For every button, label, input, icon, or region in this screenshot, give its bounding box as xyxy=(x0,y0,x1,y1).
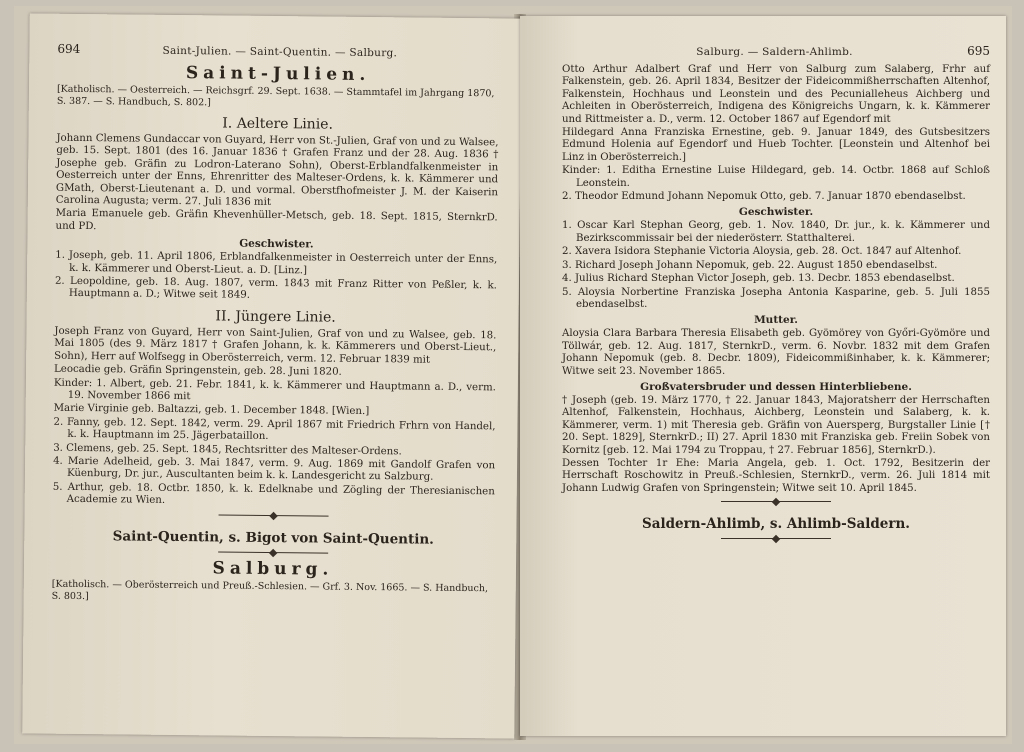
section-divider xyxy=(721,501,831,502)
right-page-content xyxy=(562,44,990,545)
younger-line-child: 3. Clemens, geb. 25. Sept. 1845, Rechtsritter des Malteser-Ordens. xyxy=(53,442,402,457)
left-running-head xyxy=(57,42,499,61)
salburg-reference: [Katholisch. — Oberösterreich und Preuß.-Schlesien. — Grf. 3. Nov. 1665. — S. Handbuch, S. 803.] xyxy=(51,578,489,602)
section-divider xyxy=(721,538,831,539)
left-page-content xyxy=(52,42,500,611)
salburg-child: 2. Theodor Edmund Johann Nepomuk Otto, geb. 7. Januar 1870 ebendaselbst. xyxy=(562,191,966,203)
younger-line-head: Joseph Franz von Guyard, Herr von Saint-Julien, Graf von und zu Walsee, geb. 18. Mai 1805 (des 9. März 1817 † Grafen Johann, k. k. Kämmerers und Oberst-Lieut., Sohn), Herr auf Wolfsegg in Oberösterreich, verm. 12. Februar 1839 mit xyxy=(54,325,497,366)
younger-line-child: 5. Arthur, geb. 18. Octbr. 1850, k. k. Edelknabe und Zögling der Theresianischen Academie zu Wien. xyxy=(52,481,495,507)
left-running-title: Saint-Julien. — Saint-Quentin. — Salburg. xyxy=(162,44,398,60)
left-page xyxy=(22,13,522,738)
saldern-ahlimb-cross-reference: Saldern-Ahlimb, s. Ahlimb-Saldern. xyxy=(641,516,910,533)
right-page xyxy=(520,16,1006,736)
elder-line-spouse: Maria Emanuele geb. Gräfin Khevenhüller-Metsch, geb. 18. Sept. 1815, SternkrD. und PD. xyxy=(55,208,498,232)
mother-heading: Mutter. xyxy=(754,314,798,327)
younger-line-heading: II. Jüngere Linie. xyxy=(215,308,336,326)
younger-line-child: 2. Fanny, geb. 12. Sept. 1842, verm. 29. April 1867 mit Friedrich Frhrn von Handel, k. k. Hauptmann im 25. Jägerbataillon. xyxy=(53,416,496,443)
great-uncle-heading: Großvatersbruder und dessen Hinterbliebene. xyxy=(640,380,912,393)
right-page-number: 695 xyxy=(967,44,990,58)
salburg-child: Kinder: 1. Editha Ernestine Luise Hildegard, geb. 14. Octbr. 1868 auf Schloß Leonstein. xyxy=(562,165,990,189)
younger-line-child: Kinder: 1. Albert, geb. 21. Febr. 1841, k. k. Kämmerer und Hauptmann a. D., verm. 19. November 1866 mit xyxy=(53,377,496,403)
elder-line-heading: I. Aeltere Linie. xyxy=(222,115,334,133)
salburg-sibling: 2. Xavera Isidora Stephanie Victoria Aloysia, geb. 28. Oct. 1847 auf Altenhof. xyxy=(562,246,962,258)
book-spread xyxy=(14,6,1012,744)
left-page-number: 694 xyxy=(57,41,81,56)
salburg-siblings-heading: Geschwister. xyxy=(738,206,814,219)
elder-line-head: Johann Clemens Gundaccar von Guyard, Herr von St.-Julien, Graf von und zu Walsee, geb. 15. Sept. 1801 (des 16. Januar 1836 † Grafen Franz und der 28. Aug. 1836 † Josephe geb. Gräfin zu Lodron-Laterano Sohn), Oberst-Erblandfalkenmeister in Oesterreich unter der Enns, Ehrenritter des Malteser-Ordens, k. k. Kämmerer und GMath, Oberst-Lieutenant a. D. und vormal. Oberstfhofmeister J. M. der Kaiserin Carolina Augusta; verm. 27. Juli 1836 mit xyxy=(55,132,499,209)
great-uncle-entry: † Joseph (geb. 19. März 1770, † 22. Januar 1843, Majoratsherr der Herrschaften Altenhof, Falkenstein, Hochhaus, Aichberg, Leonstein und Salaberg, k. k. Kämmerer, verm. 1) mit Theresia geb. Gräfin von Auersperg, Burgstaller Linie [† 20. Sept. 1829], SternkrD.; II) 27. April 1830 mit Franziska geb. Freiin Sobek von Kornitz [geb. 12. Mai 1794 zu Troppau, † 27. Februar 1856], SternkrD.). xyxy=(562,394,990,456)
saint-julien-reference: [Katholisch. — Oesterreich. — Reichsgrf. 29. Sept. 1638. — Stammtafel im Jahrgang 1870, S. 387. — S. Handbuch, S. 802.] xyxy=(56,83,495,109)
section-divider xyxy=(218,551,328,553)
great-uncle-daughter-entry: Dessen Tochter 1r Ehe: Maria Angela, geb. 1. Oct. 1792, Besitzerin der Herrschaft Roschowitz in Preuß.-Schlesien, SternkrD., verm. 26. Juli 1814 mit Johann Ludwig Grafen von Springenstein; Witwe seit 10. April 1845. xyxy=(562,457,990,494)
salburg-spouse-entry: Hildegard Anna Franziska Ernestine, geb. 9. Januar 1849, des Gutsbesitzers Edmund Holenia auf Egendorf und Hueb Tochter. [Leonstein und Altenhof bei Linz in Oberösterreich.] xyxy=(562,127,990,163)
right-running-head xyxy=(562,44,990,58)
salburg-sibling: 1. Oscar Karl Stephan Georg, geb. 1. Nov. 1840, Dr. jur., k. k. Kämmerer und Bezirkscommissair bei der niederösterr. Statthalterei. xyxy=(562,220,990,244)
mother-entry: Aloysia Clara Barbara Theresia Elisabeth geb. Gyömörey von Győri-Gyömöre und Töllwár, geb. 12. Aug. 1817, SternkrD., verm. 6. Novbr. 1832 mit dem Grafen Johann Nepomuk (geb. 8. Decbr. 1809), Fideicommißinhaber, k. k. Kämmerer; Witwe seit 23. November 1865. xyxy=(562,328,990,377)
saint-quentin-cross-reference: Saint-Quentin, s. Bigot von Saint-Quentin. xyxy=(112,527,435,548)
saint-julien-title: Saint-Julien. xyxy=(185,63,371,86)
salburg-sibling: 5. Aloysia Norbertine Franziska Josepha Antonia Kasparine, geb. 5. Juli 1855 ebendaselbst. xyxy=(562,286,990,310)
younger-line-spouse: Leocadie geb. Gräfin Springenstein, geb. 28. Juni 1820. xyxy=(54,363,342,378)
salburg-sibling: 4. Julius Richard Stephan Victor Joseph, geb. 13. Decbr. 1853 ebendaselbst. xyxy=(562,273,955,285)
right-running-title: Salburg. — Saldern-Ahlimb. xyxy=(696,46,853,58)
younger-line-child: Marie Virginie geb. Baltazzi, geb. 1. December 1848. [Wien.] xyxy=(53,403,370,418)
section-divider xyxy=(219,514,329,516)
younger-line-child: 4. Marie Adelheid, geb. 3. Mai 1847, verm. 9. Aug. 1869 mit Gandolf Grafen von Küenburg, Dr. jur., Auscultanten beim k. k. Landesgericht zu Salzburg. xyxy=(53,455,496,484)
elder-sibling: 1. Joseph, geb. 11. April 1806, Erblandfalkenmeister in Oesterreich unter der Enns, k. k. Kämmerer und Oberst-Lieut. a. D. [Linz.] xyxy=(55,249,498,277)
salburg-sibling: 3. Richard Joseph Johann Nepomuk, geb. 22. August 1850 ebendaselbst. xyxy=(562,259,938,271)
salburg-title: Salburg. xyxy=(212,557,334,580)
elder-sibling: 2. Leopoldine, geb. 18. Aug. 1807, verm. 1843 mit Franz Ritter von Peßler, k. k. Hauptmann a. D.; Witwe seit 1849. xyxy=(54,275,498,302)
salburg-head-entry: Otto Arthur Adalbert Graf und Herr von Salburg zum Salaberg, Frhr auf Falkenstein, geb. 26. April 1834, Besitzer der Fideicommißherrschaften Altenhof, Falkenstein, Hochhaus und Leonstein und des Pecunialleheus Aichberg und Achleiten in Oberösterreich, Indigena des Königreichs Ungarn, k. k. Kämmerer und Rittmeister a. D., verm. 12. October 1867 auf Egendorf mit xyxy=(562,64,990,125)
elder-siblings-heading: Geschwister. xyxy=(239,237,314,251)
